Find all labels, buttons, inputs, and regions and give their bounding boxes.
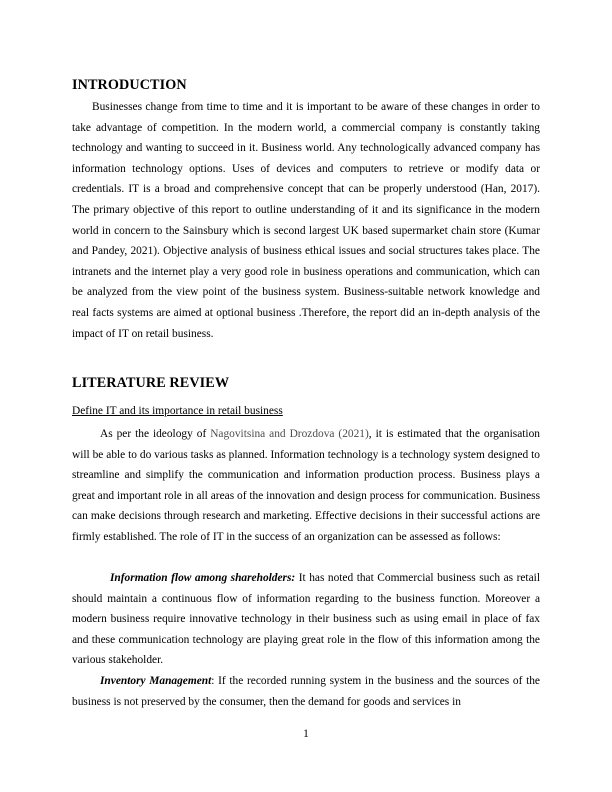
information-flow-body: It has noted that Commercial business such as retail should maintain a continuous flow of information regarding to the business function. Moreover a modern business require innovative technology in their business such as using email in place of fax and these communication technology are playing great role in the flow of this information among the various stakeholder. [72,572,540,667]
citation: Nagovitsina and Drozdova (2021) [210,428,369,440]
literature-review-heading: LITERATURE REVIEW [72,375,230,391]
introduction-heading: INTRODUCTION [72,77,187,93]
introduction-paragraph: Businesses change from time to time and it is important to be aware of these changes in order to take advantage of competition. In the modern world, a commercial company is constantly taking technology and wanting to succeed in it. Business world. Any technologically advanced company has information technology options. Uses of devices and computers to retrieve or modify data or credentials. IT is a broad and comprehensive concept that can be properly understood (Han, 2017). The primary objective of this report to outline understanding of it and its significance in the modern world in concern to the Sainsbury which is second largest UK based supermarket chain store (Kumar and Pandey, 2021). Objective analysis of business ethical issues and social structures takes place. The intranets and the internet play a very good role in business operations and communication, which can be analyzed from the view point of the business system. Business-suitable network knowledge and real facts systems are aimed at optional business .Therefore, the report did an in-depth analysis of the impact of IT on retail business. [72,101,540,340]
section-subheading: Define IT and its importance in retail business [72,405,283,417]
information-flow-title: Information flow among shareholders: [110,572,296,584]
page-number: 1 [303,728,309,740]
literature-paragraph-body: , it is estimated that the organisation will be able to do various tasks as planned. Information technology is a technology system designed to streamline and simplify the communication and information production process. Business plays a great and important role in all areas of the innovation and design process for communication. Business can make decisions through research and marketing. Effective decisions in their successful actions are firmly established. The role of IT in the success of an organization can be assessed as follows: [72,428,540,543]
literature-paragraph-lead: As per the ideology of [100,428,211,440]
inventory-management-title: Inventory Management [100,675,212,687]
inventory-management-point [72,671,540,712]
information-flow-point [72,568,540,671]
literature-paragraph [72,424,540,548]
inventory-management-body: : If the recorded running system in the business and the sources of the business is not preserved by the consumer, then the demand for goods and services in [72,675,540,708]
